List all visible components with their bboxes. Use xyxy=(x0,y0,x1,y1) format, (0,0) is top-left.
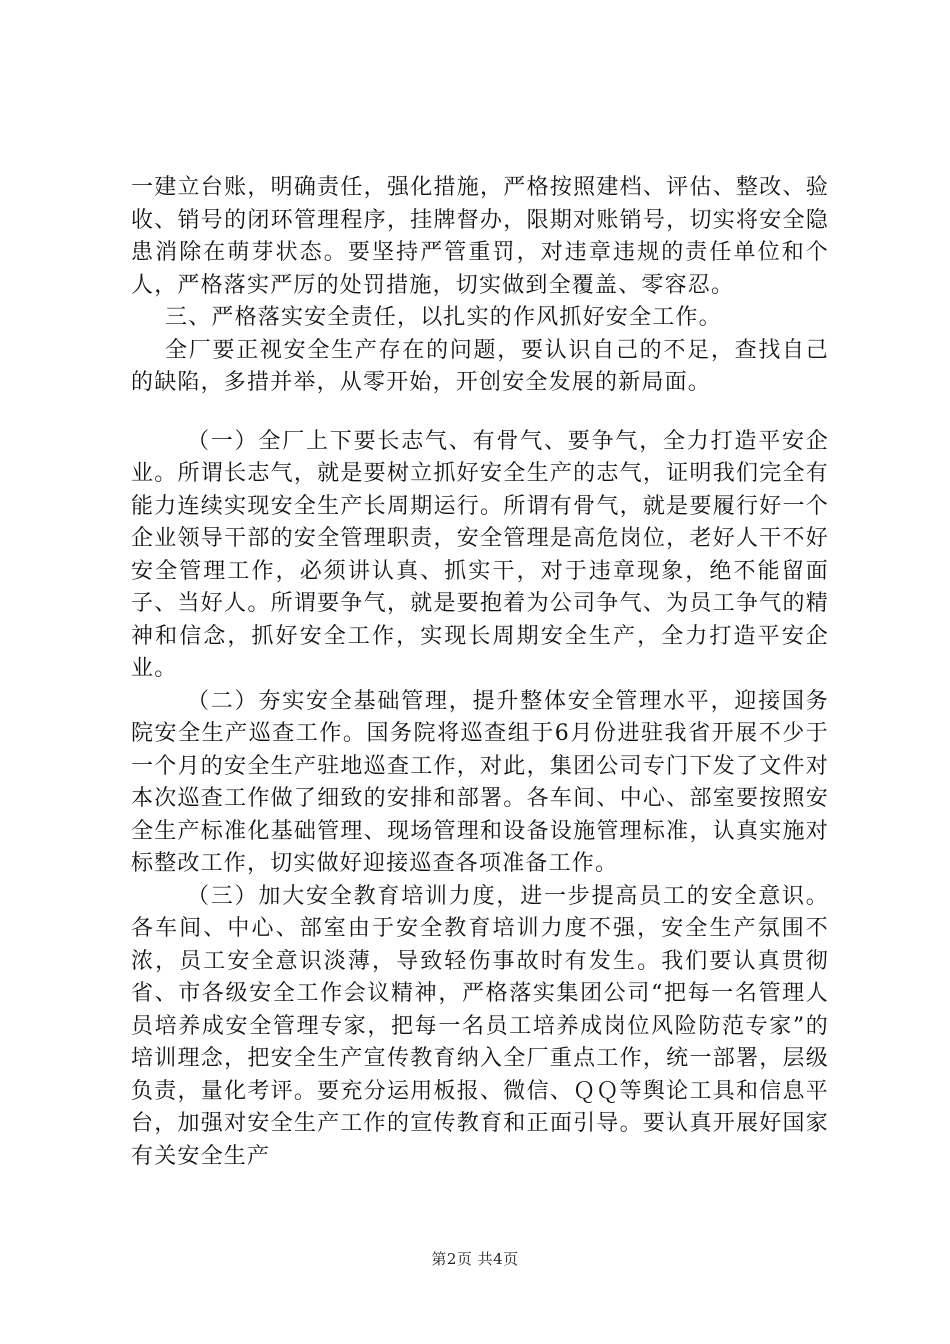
paragraph-continuation: 一建立台账，明确责任，强化措施，严格按照建档、评估、整改、验收、销号的闭环管理程序，挂牌督办，限期对账销号，切实将安全隐患消除在萌芽状态。要坚持严管重罚，对违章违规的责任单位和个人，严格落实严厉的处罚措施，切实做到全覆盖、零容忍。 xyxy=(131,175,829,298)
paragraph-item-1: （一）全厂上下要长志气、有骨气、要争气，全力打造平安企业。所谓长志气，就是要树立抓好安全生产的志气，证明我们完全有能力连续实现安全生产长周期运行。所谓有骨气，就是要履行好一个企业领导干部的安全管理职责，安全管理是高危岗位，老好人干不好安全管理工作，必须讲认真、抓实干，对于违章现象，绝不能留面子、当好人。所谓要争气，就是要抱着为公司争气、为员工争气的精神和信念，抓好安全工作，实现长周期安全生产，全力打造平安企业。 xyxy=(131,428,829,681)
paragraph-item-3: （三）加大安全教育培训力度，进一步提高员工的安全意识。各车间、中心、部室由于安全教育培训力度不强，安全生产氛围不浓，员工安全意识淡薄，导致轻伤事故时有发生。我们要认真贯彻省、市各级安全工作会议精神，严格落实集团公司“把每一名管理人员培养成安全管理专家，把每一名员工培养成岗位风险防范专家”的培训理念，把安全生产宣传教育纳入全厂重点工作，统一部署，层级负责，量化考评。要充分运用板报、微信、ＱＱ等舆论工具和信息平台，加强对安全生产工作的宣传教育和正面引导。要认真开展好国家有关安全生产 xyxy=(131,883,829,1169)
document-body xyxy=(131,172,829,1173)
section-heading-3: 三、严格落实安全责任，以扎实的作风抓好安全工作。 xyxy=(165,305,722,330)
paragraph-item-2: （二）夯实安全基础管理，提升整体安全管理水平，迎接国务院安全生产巡查工作。国务院将巡查组于6月份进驻我省开展不少于一个月的安全生产驻地巡查工作，对此，集团公司专门下发了文件对本次巡查工作做了细致的安排和部署。各车间、中心、部室要按照安全生产标准化基础管理、现场管理和设备设施管理标准，认真实施对标整改工作，切实做好迎接巡查各项准备工作。 xyxy=(131,688,829,876)
page-number-footer: 第2页 共4页 xyxy=(431,1250,519,1268)
paragraph-intro: 全厂要正视安全生产存在的问题，要认识自己的不足，查找自己的缺陷，多措并举，从零开始，开创安全发展的新局面。 xyxy=(131,337,829,395)
